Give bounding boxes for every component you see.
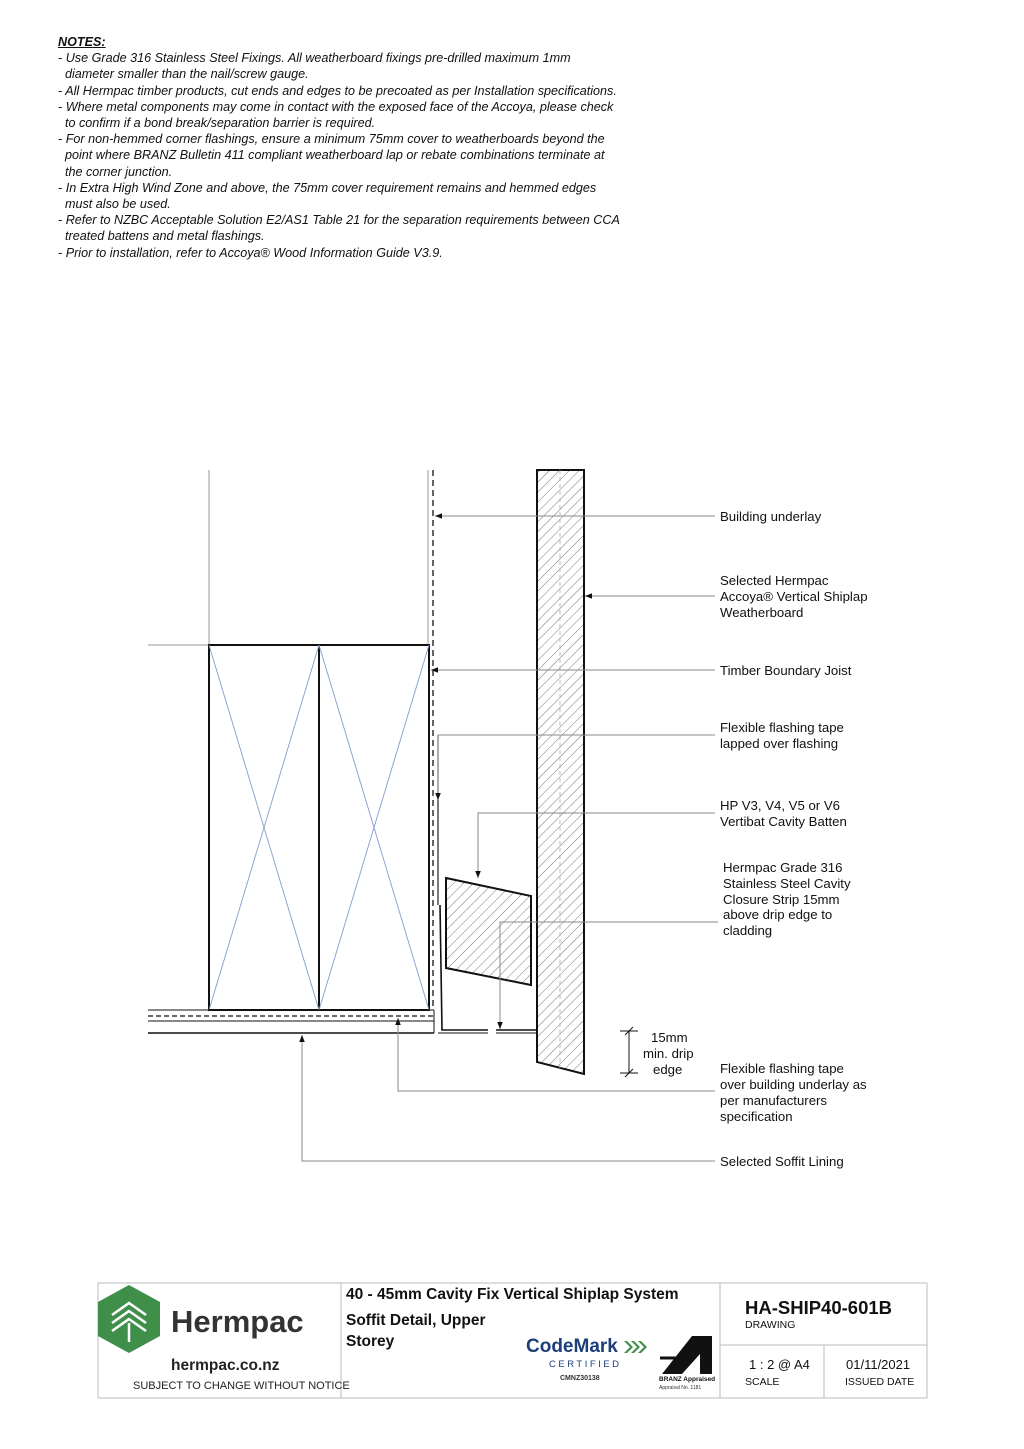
leader-cavity-batten bbox=[478, 813, 715, 878]
drip-edge-dimension bbox=[620, 1027, 638, 1077]
callout-label-line: Weatherboard bbox=[720, 605, 804, 620]
notes-heading: NOTES: bbox=[58, 35, 106, 49]
branz-text: BRANZ Appraised bbox=[659, 1376, 716, 1383]
note-line: - All Hermpac timber products, cut ends and edges to be precoated as per Installation specifications. bbox=[58, 83, 617, 98]
callout-label-line: cladding bbox=[723, 923, 773, 938]
company-website[interactable]: hermpac.co.nz bbox=[171, 1357, 280, 1374]
note-line: - Where metal components may come in contact with the exposed face of the Accoya, please check bbox=[58, 99, 614, 114]
callout-label-line: Flexible flashing tape bbox=[720, 720, 844, 735]
callout-label-line: Hermpac Grade 316 bbox=[723, 860, 843, 875]
callout-label-line: lapped over flashing bbox=[720, 736, 839, 751]
closure-strip bbox=[496, 985, 537, 1030]
issued-date-value: 01/11/2021 bbox=[846, 1357, 911, 1372]
label-closure-strip bbox=[723, 860, 851, 938]
note-line: treated battens and metal flashings. bbox=[58, 229, 265, 244]
label-drip-edge bbox=[643, 1030, 694, 1077]
issued-date-label: ISSUED DATE bbox=[845, 1376, 915, 1388]
soffit-lining bbox=[148, 1010, 434, 1033]
note-line: the corner junction. bbox=[58, 164, 173, 179]
scale-value: 1 : 2 @ A4 bbox=[749, 1357, 810, 1372]
drawing-label: DRAWING bbox=[745, 1319, 796, 1331]
timber-boundary-joist bbox=[209, 645, 429, 1010]
detail-title-line-1: Soffit Detail, Upper bbox=[346, 1312, 486, 1329]
label-weatherboard bbox=[720, 573, 868, 620]
callout-label-line: 15mm bbox=[651, 1030, 688, 1045]
company-name: Hermpac bbox=[171, 1304, 304, 1339]
label-building-underlay bbox=[720, 509, 822, 524]
hermpac-logo-icon bbox=[98, 1285, 160, 1353]
note-line: to confirm if a bond break/separation barrier is required. bbox=[58, 116, 376, 131]
callout-label-line: over building underlay as bbox=[720, 1077, 867, 1092]
note-line: - For non-hemmed corner flashings, ensure a minimum 75mm cover to weatherboards beyond the bbox=[58, 132, 605, 147]
callout-label-line: per manufacturers bbox=[720, 1093, 828, 1108]
callout-label-line: specification bbox=[720, 1109, 793, 1124]
callout-label-line: Closure Strip 15mm bbox=[723, 892, 840, 907]
callout-label-line: Selected Soffit Lining bbox=[720, 1154, 844, 1169]
label-cavity-batten bbox=[720, 798, 847, 829]
note-line: must also be used. bbox=[58, 197, 171, 212]
callout-label-line: Selected Hermpac bbox=[720, 573, 829, 588]
callout-label-line: Building underlay bbox=[720, 509, 822, 524]
callout-label-line: edge bbox=[653, 1062, 683, 1077]
note-line: point where BRANZ Bulletin 411 compliant weatherboard lap or rebate combinations terminate at bbox=[58, 148, 605, 163]
label-boundary-joist bbox=[720, 663, 852, 678]
callout-label-line: min. drip bbox=[643, 1046, 694, 1061]
branz-logo-icon bbox=[660, 1336, 712, 1374]
label-soffit-lining bbox=[720, 1154, 844, 1169]
weatherboard bbox=[537, 470, 584, 1074]
note-line: - Use Grade 316 Stainless Steel Fixings. All weatherboard fixings pre-drilled maximum 1mm bbox=[58, 51, 571, 66]
note-line: diameter smaller than the nail/screw gauge. bbox=[58, 67, 309, 82]
label-flashing-tape-underlay bbox=[720, 1061, 867, 1124]
system-title: 40 - 45mm Cavity Fix Vertical Shiplap System bbox=[346, 1286, 679, 1303]
scale-label: SCALE bbox=[745, 1376, 780, 1388]
note-line: - Prior to installation, refer to Accoya® Wood Information Guide V3.9. bbox=[58, 245, 443, 260]
codemark-text: CodeMark bbox=[526, 1336, 618, 1357]
detail-title-line-2: Storey bbox=[346, 1333, 395, 1350]
callout-label-line: HP V3, V4, V5 or V6 bbox=[720, 798, 840, 813]
branz-number: Appraisal No. 1181 bbox=[659, 1385, 702, 1391]
leader-closure-strip bbox=[500, 922, 718, 1029]
cavity-batten bbox=[446, 878, 531, 985]
note-line: - In Extra High Wind Zone and above, the 75mm cover requirement remains and hemmed edges bbox=[58, 180, 597, 195]
disclaimer-text: SUBJECT TO CHANGE WITHOUT NOTICE bbox=[133, 1380, 350, 1392]
note-line: - Refer to NZBC Acceptable Solution E2/AS1 Table 21 for the separation requirements between CCA bbox=[58, 213, 620, 228]
codemark-number: CMNZ30138 bbox=[560, 1375, 600, 1382]
callout-label-line: Timber Boundary Joist bbox=[720, 663, 852, 678]
label-flashing-tape-lapped bbox=[720, 720, 844, 751]
callout-label-line: Vertibat Cavity Batten bbox=[720, 814, 847, 829]
codemark-logo-icon bbox=[624, 1341, 647, 1353]
codemark-certified-text: CERTIFIED bbox=[549, 1359, 622, 1370]
callout-label-line: Stainless Steel Cavity bbox=[723, 876, 851, 891]
callout-label-line: Flexible flashing tape bbox=[720, 1061, 844, 1076]
callout-label-line: above drip edge to bbox=[723, 907, 833, 922]
drawing-number: HA-SHIP40-601B bbox=[745, 1297, 893, 1318]
callout-label-line: Accoya® Vertical Shiplap bbox=[720, 589, 868, 604]
